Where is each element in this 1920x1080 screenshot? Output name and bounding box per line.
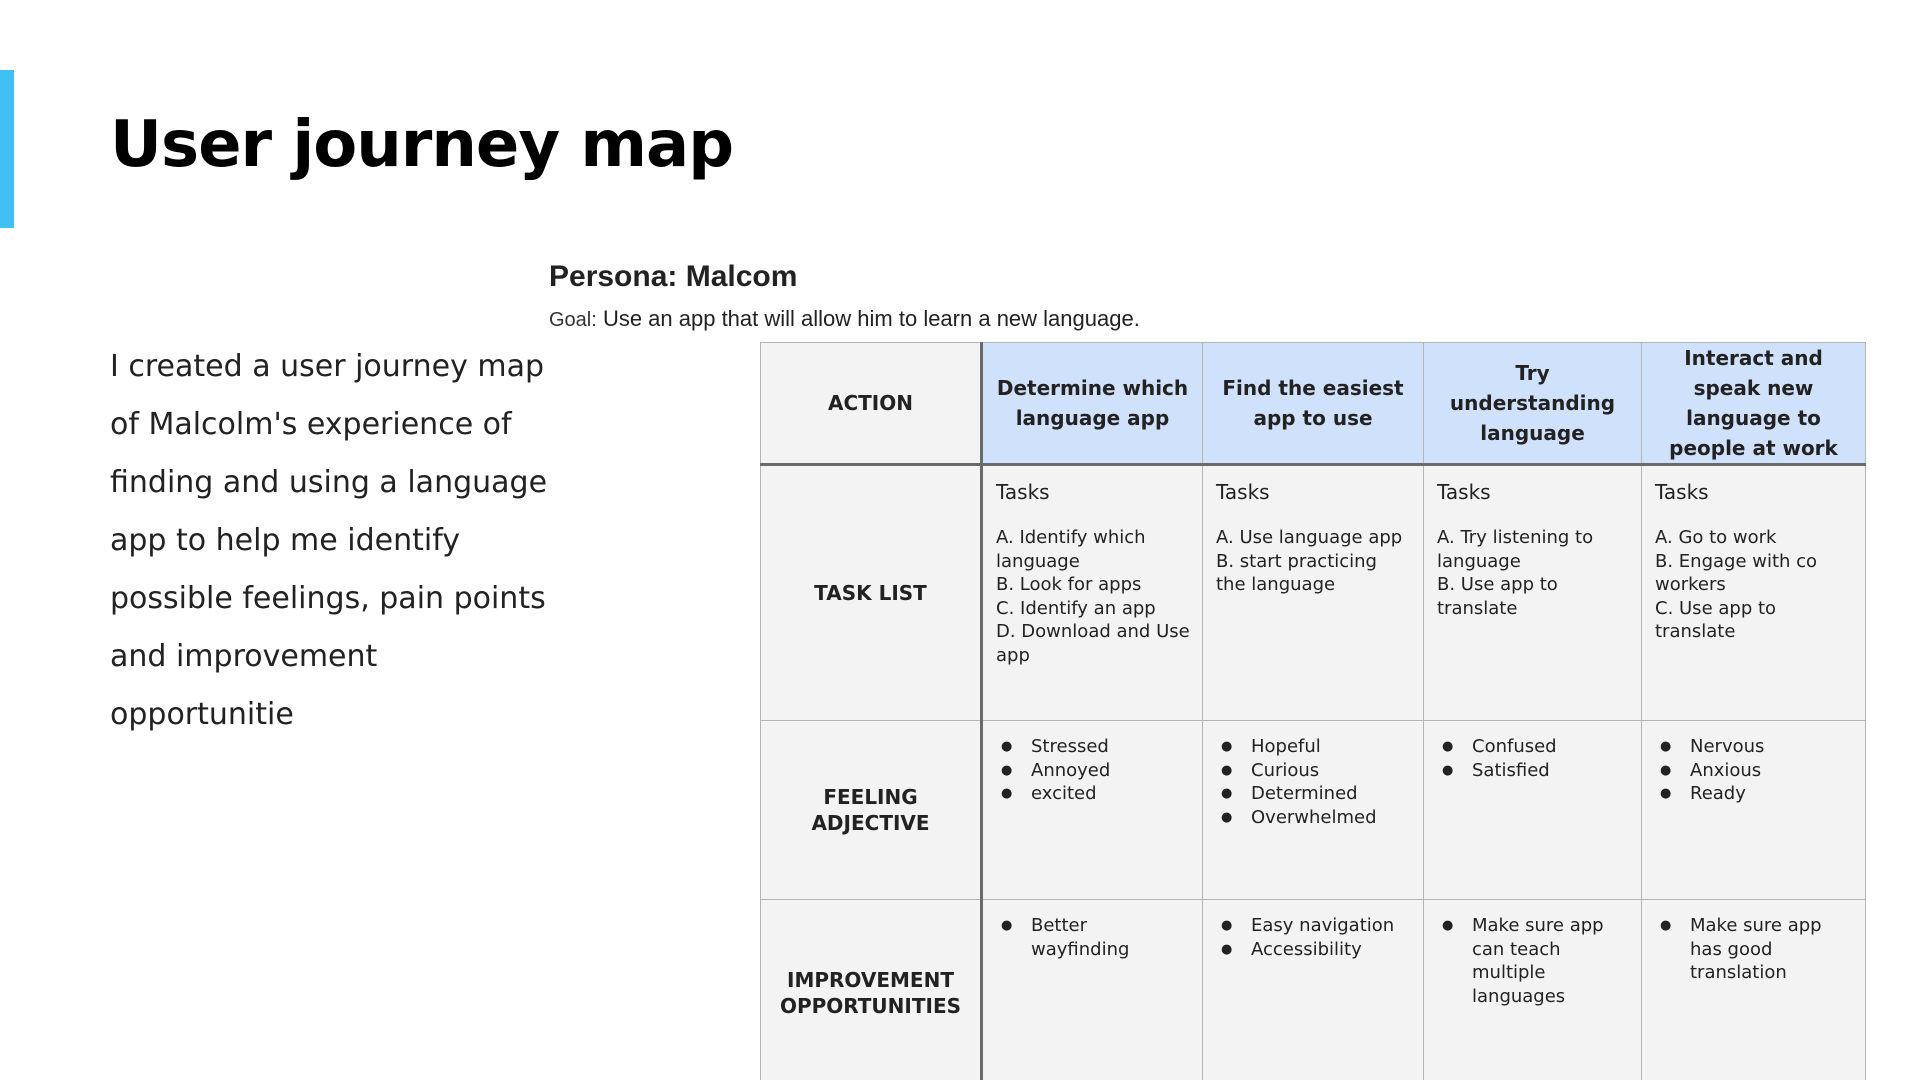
goal-prefix: Goal: [549, 309, 597, 331]
feeling-item: ● Stressed [996, 735, 1190, 759]
tasks-label: Tasks [996, 480, 1050, 504]
feeling-cell [1642, 721, 1866, 900]
task-item: A. Identify which language [996, 527, 1146, 572]
feeling-item: ● Nervous [1655, 735, 1853, 759]
tasks-label: Tasks [1437, 480, 1491, 504]
persona-title: Persona: Malcom [549, 260, 798, 293]
action-row [761, 343, 1866, 465]
task-item: B. Use app to translate [1437, 574, 1558, 619]
task-item: A. Use language app [1216, 527, 1403, 548]
improvement-item: ● Accessibility [1216, 938, 1411, 962]
feeling-item: ● Confused [1437, 735, 1629, 759]
task-item: B. start practicing the language [1216, 550, 1377, 595]
task-item: A. Try listening to language [1437, 527, 1594, 572]
row-label-improvement: IMPROVEMENT OPPORTUNITIES [761, 900, 982, 1080]
action-header: Try understanding language [1424, 343, 1642, 465]
improvement-item: ● Better wayfinding [996, 914, 1190, 961]
row-label-action: ACTION [761, 343, 982, 465]
feeling-item: ● Hopeful [1216, 735, 1411, 759]
action-header: Find the easiest app to use [1203, 343, 1424, 465]
feeling-cell [982, 721, 1203, 900]
feeling-item: ● Curious [1216, 759, 1411, 783]
persona-goal [549, 306, 1140, 332]
feeling-item: ● excited [996, 782, 1190, 806]
tasks-label: Tasks [1655, 480, 1709, 504]
feeling-item: ● Determined [1216, 782, 1411, 806]
improvement-item: ● Easy navigation [1216, 914, 1411, 938]
task-cell [1424, 465, 1642, 721]
feeling-item: ● Ready [1655, 782, 1853, 806]
slide-title: User journey map [110, 108, 733, 182]
feeling-cell [1203, 721, 1424, 900]
task-cell [982, 465, 1203, 721]
task-item: B. Look for apps [996, 574, 1142, 595]
tasks-label: Tasks [1216, 480, 1270, 504]
feeling-item: ● Overwhelmed [1216, 806, 1411, 830]
improvement-cell [1424, 900, 1642, 1080]
task-item: C. Use app to translate [1655, 597, 1777, 642]
goal-text: Use an app that will allow him to learn a new language. [602, 306, 1140, 331]
row-label-task-list: TASK LIST [761, 465, 982, 721]
journey-map-table [760, 342, 1866, 1080]
feeling-row [761, 721, 1866, 900]
task-item: A. Go to work [1655, 527, 1777, 548]
improvement-cell [1642, 900, 1866, 1080]
improvement-cell [1203, 900, 1424, 1080]
feeling-cell [1424, 721, 1642, 900]
task-cell [1642, 465, 1866, 721]
feeling-item: ● Annoyed [996, 759, 1190, 783]
task-list-row [761, 465, 1866, 721]
improvement-cell [982, 900, 1203, 1080]
action-header: Determine which language app [982, 343, 1203, 465]
feeling-item: ● Anxious [1655, 759, 1853, 783]
accent-bar [0, 70, 14, 228]
feeling-item: ● Satisfied [1437, 759, 1629, 783]
task-item: D. Download and Use app [996, 621, 1190, 666]
slide-description: I created a user journey map of Malcolm's experience of finding and using a language app to help me identify possible feelings, pain points and improvement opportunitie [110, 349, 548, 732]
improvement-row [761, 900, 1866, 1080]
task-item: B. Engage with co workers [1655, 550, 1818, 595]
improvement-item: ● Make sure app has good translation [1655, 914, 1853, 985]
action-header: Interact and speak new language to people at work [1642, 343, 1866, 465]
task-cell [1203, 465, 1424, 721]
row-label-feeling: FEELING ADJECTIVE [761, 721, 982, 900]
task-item: C. Identify an app [996, 597, 1156, 619]
improvement-item: ● Make sure app can teach multiple languages [1437, 914, 1629, 1008]
